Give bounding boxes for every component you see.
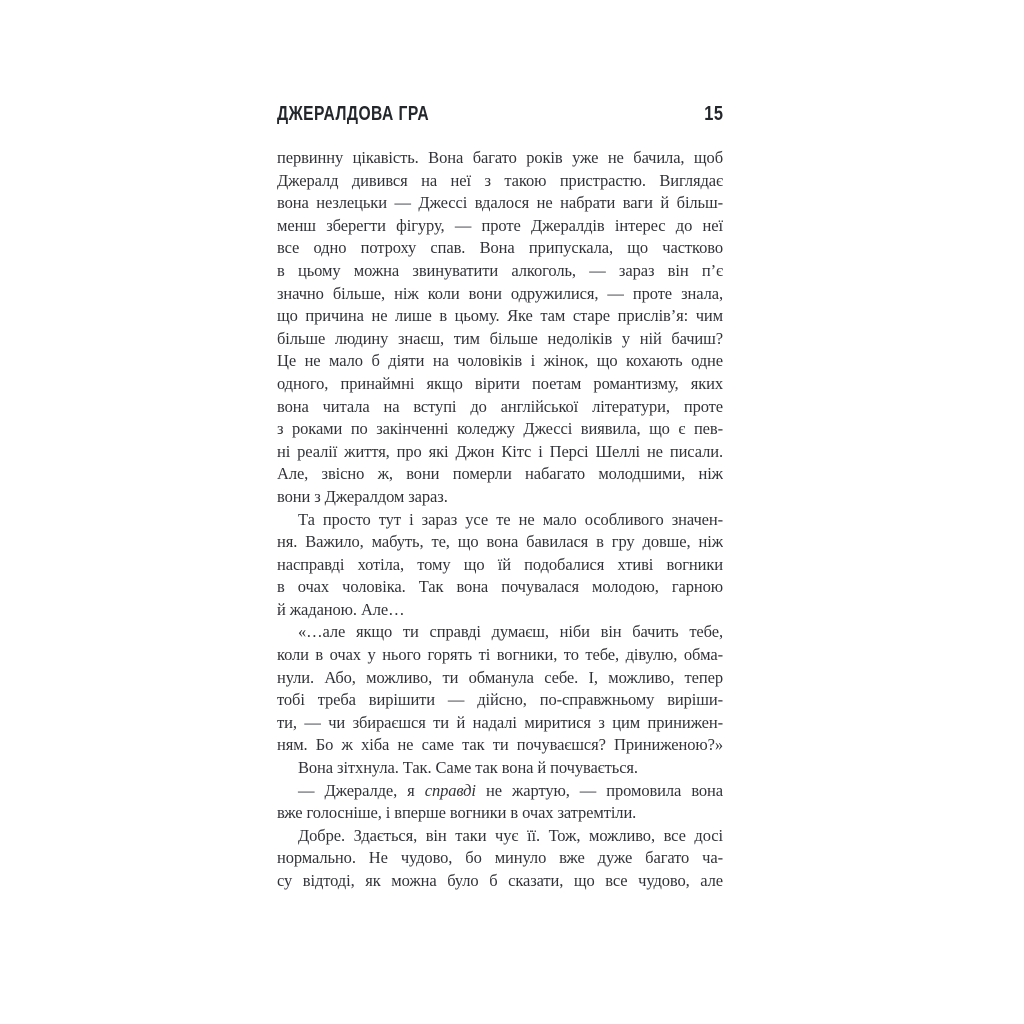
page-number: 15 [703, 103, 723, 125]
text-line: значно більше, ніж коли вони одружилися, — проте знала, [277, 283, 723, 303]
text-line: вона читала на вступі до англійської літератури, проте [277, 396, 723, 416]
text-line: Джералд дивився на неї з такою пристрастю. Виглядає [277, 170, 723, 190]
text-line: ня. Важило, мабуть, те, що вона бавилася в гру довше, ніж [277, 532, 723, 552]
text-line: одного, принаймні якщо вірити поетам романтизму, яких [277, 373, 723, 393]
text-line: Це не мало б діяти на чоловіків і жінок, що кохають одне [277, 351, 723, 371]
text-line: вони з Джералдом зараз. [277, 486, 448, 506]
text-line: су відтоді, як можна було б сказати, що все чудово, але [277, 871, 723, 890]
running-header-row [277, 105, 723, 123]
text-line: Добре. Здається, він таки чує її. Тож, можливо, все досі [298, 825, 723, 845]
text-line: що причина не лише в цьому. Яке там старе прислів’я: чим [277, 306, 723, 326]
running-header-title: ДЖЕРАЛДОВА ГРА [277, 103, 430, 125]
italic-word: справді [424, 780, 476, 800]
text-line: первинну цікавість. Вона багато років уже не бачила, щоб [277, 148, 723, 167]
body-text-column [277, 147, 723, 893]
text-line: «…але якщо ти справді думаєш, ніби він бачить тебе, [298, 622, 723, 642]
text-line: з роками по закінченні коледжу Джессі виявила, що є пев- [277, 419, 723, 439]
text-line: ти, — чи збираєшся ти й надалі миритися з цим принижен- [277, 712, 723, 732]
text-line: й жаданою. Але… [277, 599, 405, 619]
text-line: тобі треба вирішити — дійсно, по-справжньому виріши- [277, 690, 723, 710]
text-line: Але, звісно ж, вони померли набагато молодшими, ніж [277, 464, 723, 484]
text-line: вона незлецьки — Джессі вдалося не набрати ваги й більш- [277, 193, 723, 213]
text-line: насправді хотіла, тому що їй подобалися хтиві вогники [277, 554, 723, 574]
text-line: Та просто тут і зараз усе те не мало особливого значен- [298, 509, 723, 529]
text-line: ні реалії життя, про які Джон Кітс і Персі Шеллі не писали. [277, 441, 723, 461]
text-line: Вона зітхнула. Так. Саме так вона й почувається. [298, 758, 638, 778]
text-line: вже голосніше, і вперше вогники в очах затремтіли. [277, 803, 637, 823]
text-line: в очах чоловіка. Так вона почувалася молодою, гарною [277, 577, 723, 597]
text-line: більше людину знаєш, тим більше недоліків у ній бачиш? [277, 328, 723, 348]
text-line: нули. Або, можливо, ти обманула себе. І, можливо, тепер [277, 667, 723, 687]
text-line: коли в очах у нього горять ті вогники, то тебе, дівулю, обма- [277, 645, 723, 665]
text-line: ням. Бо ж хіба не саме так ти почуваєшся? Приниженою?» [277, 735, 723, 755]
text-line: нормально. Не чудово, бо минуло вже дуже багато ча- [277, 848, 723, 868]
text-line: — Джералде, я справді не жартую, — промовила вона [298, 780, 723, 800]
text-line: менш зберегти фігуру, — проте Джералдів інтерес до неї [277, 215, 723, 235]
text-line: в цьому можна звинуватити алкоголь, — зараз він п’є [277, 260, 723, 280]
text-line: все одно потроху спав. Вона припускала, що частково [277, 238, 723, 258]
